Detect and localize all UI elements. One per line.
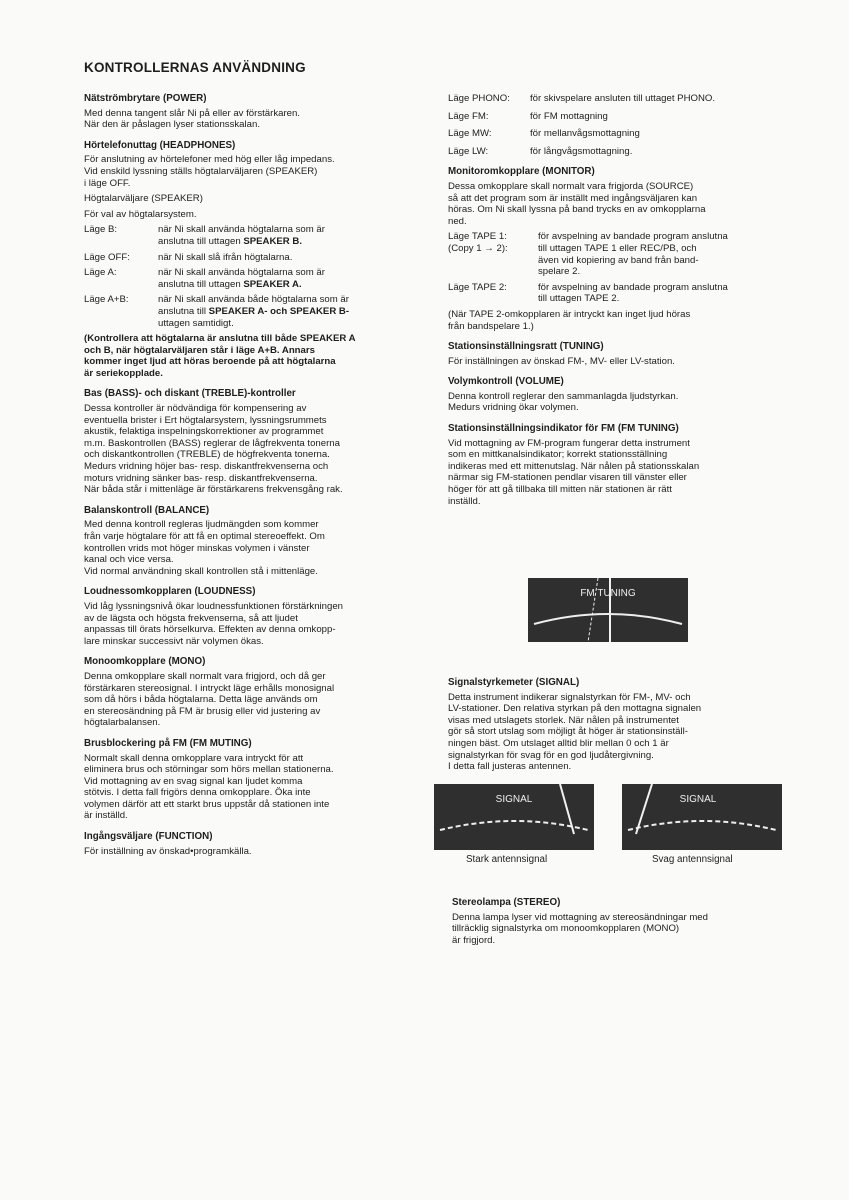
function-row-value: för FM mottagning <box>530 110 608 122</box>
section-tuning-heading: Stationsinställningsratt (TUNING) <box>448 341 604 353</box>
monitor-row-tape2 <box>448 282 780 305</box>
fm-tuning-meter <box>528 578 688 642</box>
function-row-key: Läge PHONO: <box>448 93 510 104</box>
function-row-lw <box>448 146 780 158</box>
signal-meter-strong <box>434 784 594 850</box>
speaker-row-key: Läge B: <box>84 224 118 236</box>
speaker-row-off <box>84 252 414 264</box>
signal-meter-weak <box>622 784 782 850</box>
left-column <box>84 93 414 861</box>
section-tuning-text: För inställningen av önskad FM-, MV- eller LV-station. <box>448 355 675 367</box>
speaker-row-key: Läge OFF: <box>84 251 130 263</box>
function-row-fm <box>448 111 780 123</box>
speaker-selector-subtitle: För val av högtalarsystem. <box>84 208 197 220</box>
section-power-text: Med denna tangent slår Ni på eller av förstärkaren. När den är påslagen lyser stationsskalan. <box>84 107 300 131</box>
section-bass-text: Dessa kontroller är nödvändiga för kompensering av eventuella brister i Ert högtalarsystem, lyssningsrummets akustik, felaktiga inspelningskorrektioner av programmet m.m. Baskontrollen (BASS) reglerar de lågfrekventa tonerna och diskantkontrollen (TREBLE) de högfrekventa tonerna. Medurs vridning höjer bas- resp. diskantfrekvenserna och moturs vridning sänker bas- resp. diskantfrekvenserna. När båda står i mittenläge är förstärkarens frekvensgång rak. <box>84 403 343 496</box>
section-mono-heading: Monoomkopplare (MONO) <box>84 656 206 668</box>
section-fm-tuning-heading: Stationsinställningsindikator för FM (FM TUNING) <box>448 423 679 435</box>
section-fm-tuning-text: Vid mottagning av FM-program fungerar detta instrument som en mittkanalsindikator; korrekt stationsställning indikeras med ett mittenutslag. När nålen på stationsskalan närmar sig FM-stationen pendlar visaren till vänster eller höger för att gå tillbaka till mitten när stationen är rätt inställd. <box>448 437 700 507</box>
section-bass-heading: Bas (BASS)- och diskant (TREBLE)-kontroller <box>84 388 296 400</box>
section-muting-text: Normalt skall denna omkopplare vara intryckt för att eliminera brus och störningar som hörs mellan stationerna. Vid mottagning av en svag signal kan ljudet komma stötvis. I detta fall frigörs denna omkopplare. Öka inte volymen därför att ett starkt brus uppstår då stationen inte är inställd. <box>84 752 334 822</box>
speaker-row-value: när Ni skall använda högtalarna som är anslutna till uttagen SPEAKER B. <box>158 224 325 247</box>
speaker-selector-title: Högtalarväljare (SPEAKER) <box>84 193 203 205</box>
monitor-row-tape1 <box>448 231 780 277</box>
stereo-section <box>452 888 784 950</box>
section-headphones-text: För anslutning av hörtelefoner med hög eller låg impedans. Vid enskild lyssning ställs högtalarväljaren (SPEAKER) i läge OFF. <box>84 154 335 189</box>
monitor-row-key: Läge TAPE 1: (Copy 1 → 2): <box>448 231 508 254</box>
caption-strong-signal: Stark antennsignal <box>466 854 548 865</box>
signal-meter-weak-graphic <box>622 784 782 850</box>
section-balance-text: Med denna kontroll regleras ljudmängden som kommer från varje högtalare för att få en optimal stereoeffekt. Om kontrollen vrids mot höger minskas volymen i vänster kanal och vice versa. Vid normal användning skall kontrollen stå i mittenläge. <box>84 519 325 577</box>
speaker-row-key: Läge A+B: <box>84 294 129 306</box>
section-stereo-heading: Stereolampa (STEREO) <box>452 897 561 908</box>
section-stereo-text: Denna lampa lyser vid mottagning av stereosändningar med tillräcklig signalstyrka om monoomkopplaren (MONO) är frigjord. <box>452 911 708 946</box>
section-loudness-heading: Loudnessomkopplaren (LOUDNESS) <box>84 586 256 598</box>
monitor-row-value: för avspelning av bandade program anslutna till uttagen TAPE 2. <box>538 281 728 305</box>
monitor-row-value: för avspelning av bandade program anslutna till uttagen TAPE 1 eller REC/PB, och även vid kopiering av band från band- spelare 2. <box>538 231 728 278</box>
function-row-value: för mellanvågsmottagning <box>530 128 640 140</box>
section-headphones-heading: Hörtelefonuttag (HEADPHONES) <box>84 139 236 151</box>
section-muting-heading: Brusblockering på FM (FM MUTING) <box>84 737 252 749</box>
signal-meter-weak-label: SIGNAL <box>679 794 717 805</box>
function-row-key: Läge LW: <box>448 145 489 157</box>
section-signal-heading: Signalstyrkemeter (SIGNAL) <box>448 677 580 688</box>
speaker-row-key: Läge A: <box>84 267 117 279</box>
monitor-note: (När TAPE 2-omkopplaren är intryckt kan inget ljud höras från bandspelare 1.) <box>448 308 691 332</box>
page-title: KONTROLLERNAS ANVÄNDNING <box>84 60 306 75</box>
speaker-row-a <box>84 267 414 290</box>
section-loudness-text: Vid låg lyssningsnivå ökar loudnessfunktionen förstärkningen av de lägsta och högsta frekvenserna, så att ljudet anpassas till örats hörselkurva. Effekten av denna omkopp- lare minskar successivt när volymen ökas. <box>84 600 344 647</box>
function-row-key: Läge FM: <box>448 110 489 122</box>
section-mono-text: Denna omkopplare skall normalt vara frigjord, och då ger förstärkaren stereosignal. I intryckt läge erhålls monosignal som då hörs i båda högtalarna. Detta läge används om en stereosändning på FM är brusig eller vid justering av högtalarbalansen. <box>84 670 335 729</box>
caption-weak-signal: Svag antennsignal <box>652 854 733 865</box>
function-row-value: för långvågsmottagning. <box>530 145 633 157</box>
function-row-phono <box>448 93 780 105</box>
speaker-row-value: när Ni skall använda både högtalarna som är anslutna till SPEAKER A- och SPEAKER B- uttagen samtidigt. <box>158 294 350 329</box>
speaker-note: (Kontrollera att högtalarna är anslutna till både SPEAKER A och B, när högtalarväljaren står i läge A+B. Annars kommer inget ljud att höras beroende på att högtalarna är seriekopplade. <box>84 333 356 379</box>
signal-section <box>448 668 780 777</box>
speaker-row-value: när Ni skall använda högtalarna som är anslutna till uttagen SPEAKER A. <box>158 267 325 290</box>
signal-meter-strong-label: SIGNAL <box>495 794 533 805</box>
fm-tuning-meter-graphic <box>528 578 688 642</box>
section-monitor-heading: Monitoromkopplare (MONITOR) <box>448 166 595 178</box>
section-monitor-text: Dessa omkopplare skall normalt vara frigjorda (SOURCE) så att det program som är inställt med ingångsväljaren kan höras. Om Ni skall lyssna på band trycks en av omkopplarna ned. <box>448 180 706 227</box>
function-row-value: för skivspelare ansluten till uttaget PHONO. <box>530 93 716 104</box>
section-function-text: För inställning av önskad•programkälla. <box>84 845 252 857</box>
section-volume-text: Denna kontroll reglerar den sammanlagda ljudstyrkan. Medurs vridning ökar volymen. <box>448 390 679 414</box>
speaker-row-value: när Ni skall slå ifrån högtalarna. <box>158 251 293 263</box>
section-signal-text: Detta instrument indikerar signalstyrkan för FM-, MV- och LV-stationer. Den relativa styrkan på den mottagna signalen visas med utslagets storlek. När nålen på instrumentet gör så stort utslag som möjligt åt höger är stationsinställ- ningen bäst. Om utslaget alltid blir mellan 0 och 1 är signalstyrkan för svag för en god ljudåtergivning. I detta fall justeras antennen. <box>448 691 702 773</box>
right-column <box>448 93 780 511</box>
section-volume-heading: Volymkontroll (VOLUME) <box>448 376 564 388</box>
signal-meter-strong-graphic <box>434 784 594 850</box>
section-function-heading: Ingångsväljare (FUNCTION) <box>84 831 213 843</box>
section-power-heading: Nätströmbrytare (POWER) <box>84 93 207 104</box>
function-row-key: Läge MW: <box>448 128 492 140</box>
speaker-row-b <box>84 224 414 247</box>
fm-tuning-meter-label: FM TUNING <box>580 588 636 599</box>
monitor-row-key: Läge TAPE 2: <box>448 281 507 293</box>
speaker-row-ab <box>84 294 414 329</box>
function-row-mw <box>448 128 780 140</box>
section-balance-heading: Balanskontroll (BALANCE) <box>84 504 210 516</box>
